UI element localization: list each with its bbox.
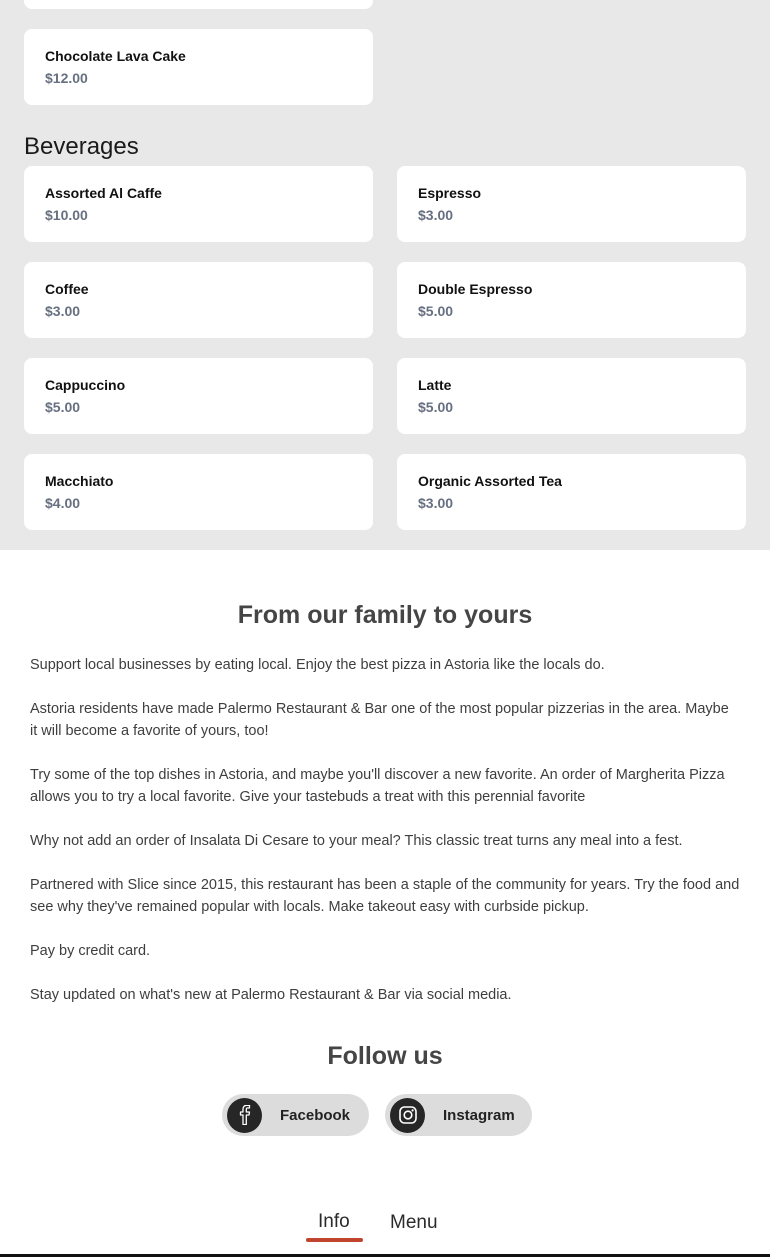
menu-item-name: Latte (418, 377, 452, 393)
instagram-button[interactable] (385, 1094, 532, 1136)
menu-item-price: $12.00 (45, 70, 88, 86)
facebook-button[interactable] (222, 1094, 369, 1136)
menu-item-price: $3.00 (45, 303, 81, 319)
menu-item-name: Coffee (45, 281, 89, 297)
bottom-tab-bar (0, 1200, 770, 1257)
menu-item-name: Cappuccino (45, 377, 126, 393)
follow-title: Follow us (327, 1042, 443, 1070)
menu-item-card[interactable] (24, 166, 373, 242)
menu-item-name: Macchiato (45, 473, 114, 489)
about-title: From our family to yours (237, 601, 533, 629)
menu-item-name: Assorted Al Caffe (45, 185, 162, 201)
menu-item-name: Chocolate Lava Cake (45, 48, 186, 64)
facebook-label: Facebook (280, 1106, 351, 1124)
about-paragraph: Stay updated on what's new at Palermo Restaurant & Bar via social media. (30, 987, 512, 1003)
menu-item-name: Double Espresso (418, 281, 533, 297)
menu-item-card[interactable] (397, 262, 746, 338)
menu-item-price: $3.00 (418, 495, 454, 511)
about-paragraph: Try some of the top dishes in Astoria, and maybe you'll discover a new favorite. An order of Margherita Pizza allows you to try a local favorite. Give your tastebuds a treat with this perennial favorite (30, 767, 725, 805)
about-paragraph: Pay by credit card. (30, 943, 151, 959)
menu-item-card[interactable] (397, 358, 746, 434)
menu-item-price: $3.00 (418, 207, 454, 223)
about-paragraph: Support local businesses by eating local. Enjoy the best pizza in Astoria like the locals do. (30, 657, 605, 673)
menu-item-card[interactable] (24, 29, 373, 105)
menu-section (0, 0, 770, 550)
tab-info[interactable]: Info (318, 1211, 350, 1232)
menu-item-card[interactable] (397, 166, 746, 242)
menu-item-price: $5.00 (45, 399, 81, 415)
section-title-beverages: Beverages (24, 133, 139, 160)
instagram-label: Instagram (443, 1106, 515, 1124)
menu-item-price: $4.00 (45, 495, 81, 511)
menu-item-card[interactable] (24, 454, 373, 530)
menu-item-card[interactable] (24, 358, 373, 434)
menu-item-card[interactable] (24, 262, 373, 338)
menu-item-price: $5.00 (418, 303, 454, 319)
about-paragraph: Partnered with Slice since 2015, this restaurant has been a staple of the community for years. Try the food and see why they've remained popular with locals. Make takeout easy with curbside pickup. (30, 877, 740, 915)
about-section (30, 596, 740, 1006)
tab-menu[interactable]: Menu (390, 1212, 438, 1233)
active-tab-indicator (306, 1238, 363, 1242)
menu-item-name: Organic Assorted Tea (418, 473, 562, 489)
menu-item-name: Espresso (418, 185, 482, 201)
facebook-icon (227, 1098, 262, 1133)
menu-item-card[interactable] (24, 0, 373, 9)
menu-item-card[interactable] (397, 454, 746, 530)
instagram-icon (390, 1098, 425, 1133)
about-paragraph: Astoria residents have made Palermo Restaurant & Bar one of the most popular pizzerias in the area. Maybe it will become a favorite of yours, too! (30, 701, 729, 739)
menu-item-price: $5.00 (418, 399, 454, 415)
about-paragraph: Why not add an order of Insalata Di Cesare to your meal? This classic treat turns any meal into a fest. (30, 833, 683, 849)
menu-item-price: $10.00 (45, 207, 88, 223)
